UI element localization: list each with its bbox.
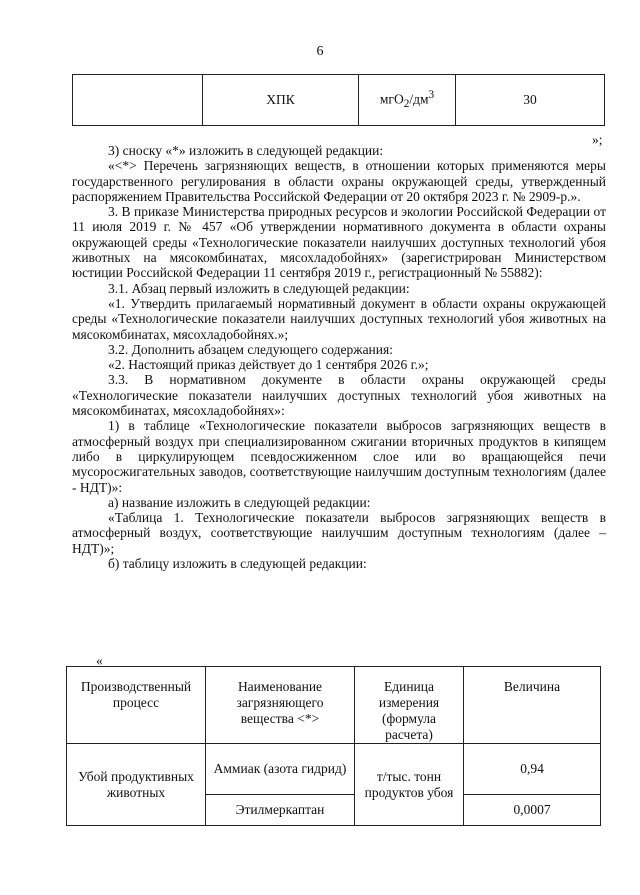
paragraph: 3.1. Абзац первый изложить в следующей редакции: bbox=[108, 280, 410, 296]
paragraph: 1) в таблице «Технологические показатели выбросов загрязняющих веществ в атмосферный воздух при специализированном сжигании вторичных продуктов в кипящем либо в циркулирующем псевдосжиженном слое или во вращающейся печи мусоросжигательных заводов, соответствующие наилучшим доступным технологиям (далее - НДТ)»: bbox=[72, 418, 606, 495]
unit-superscript: 3 bbox=[428, 89, 435, 102]
top-table-value-cell: 30 bbox=[456, 75, 605, 126]
paragraph: 3. В приказе Министерства природных ресурсов и экологии Российской Федерации от 11 июля 2019 г. № 457 «Об утверждении нормативного документа в области охраны окружающей среды «Технологические показатели наилучших доступных технологий убоя животных на мясокомбинатах, мясохладобойнях» (зарегистрирован Министерством юстиции Российской Федерации 11 сентября 2019 г., регистрационный № 55882): bbox=[72, 204, 606, 281]
opening-quote: « bbox=[96, 653, 103, 668]
paragraph: «<*> Перечень загрязняющих веществ, в отношении которых применяются меры государственного регулирования в области охраны окружающей среды, утвержденный распоряжением Правительства Российской Федерации от 20 октября 2023 г. № 2909-р.». bbox=[72, 158, 606, 204]
paragraph: 3.3. В нормативном документе в области охраны окружающей среды «Технологические показатели наилучших доступных технологий убоя животных на мясокомбинатах, мясохладобойнях»: bbox=[72, 372, 606, 419]
document-body bbox=[72, 143, 606, 571]
header-cell: Единица измерения (формула расчета) bbox=[355, 667, 464, 744]
paragraph: а) название изложить в следующей редакции: bbox=[108, 494, 371, 510]
paragraph: 3.2. Дополнить абзацем следующего содержания: bbox=[108, 341, 393, 357]
header-cell: Производственный процесс bbox=[67, 667, 206, 744]
header-cell: Величина bbox=[464, 667, 601, 744]
top-table-row bbox=[72, 74, 605, 126]
header-cell: Наименование загрязняющего вещества <*> bbox=[206, 667, 355, 744]
emissions-table bbox=[66, 666, 601, 826]
unit-part-2: /дм bbox=[409, 91, 429, 107]
paragraph: б) таблицу изложить в следующей редакции: bbox=[108, 556, 367, 572]
unit-cell: т/тыс. тонн продуктов убоя bbox=[355, 744, 464, 826]
paragraph: «Таблица 1. Технологические показатели выбросов загрязняющих веществ в атмосферный воздух, соответствующие наилучшим доступным технологиям (далее – НДТ)»; bbox=[72, 510, 606, 556]
paragraph: «2. Настоящий приказ действует до 1 сентября 2026 г.»; bbox=[108, 357, 429, 373]
top-table-substance-cell: ХПК bbox=[203, 75, 359, 126]
top-table-empty-cell bbox=[73, 75, 203, 126]
value-cell: 0,94 bbox=[464, 744, 601, 795]
unit-part-1: мгО bbox=[379, 91, 404, 107]
closing-quote: »; bbox=[592, 132, 603, 147]
table-header-row bbox=[67, 667, 601, 744]
page-number: 6 bbox=[316, 44, 324, 59]
substance-cell: Аммиак (азота гидрид) bbox=[206, 744, 355, 795]
unit-subscript: 2 bbox=[403, 98, 410, 111]
paragraph: 3) сноску «*» изложить в следующей редакции: bbox=[108, 143, 384, 158]
table-row bbox=[67, 744, 601, 795]
value-cell: 0,0007 bbox=[464, 795, 601, 826]
substance-cell: Этилмеркаптан bbox=[206, 795, 355, 826]
paragraph: «1. Утвердить прилагаемый нормативный документ в области охраны окружающей среды «Технологические показатели наилучших доступных технологий убоя животных на мясокомбинатах, мясохладобойнях.»; bbox=[72, 295, 606, 342]
top-table-unit-cell bbox=[359, 75, 456, 126]
process-cell: Убой продуктивных животных bbox=[67, 744, 206, 826]
